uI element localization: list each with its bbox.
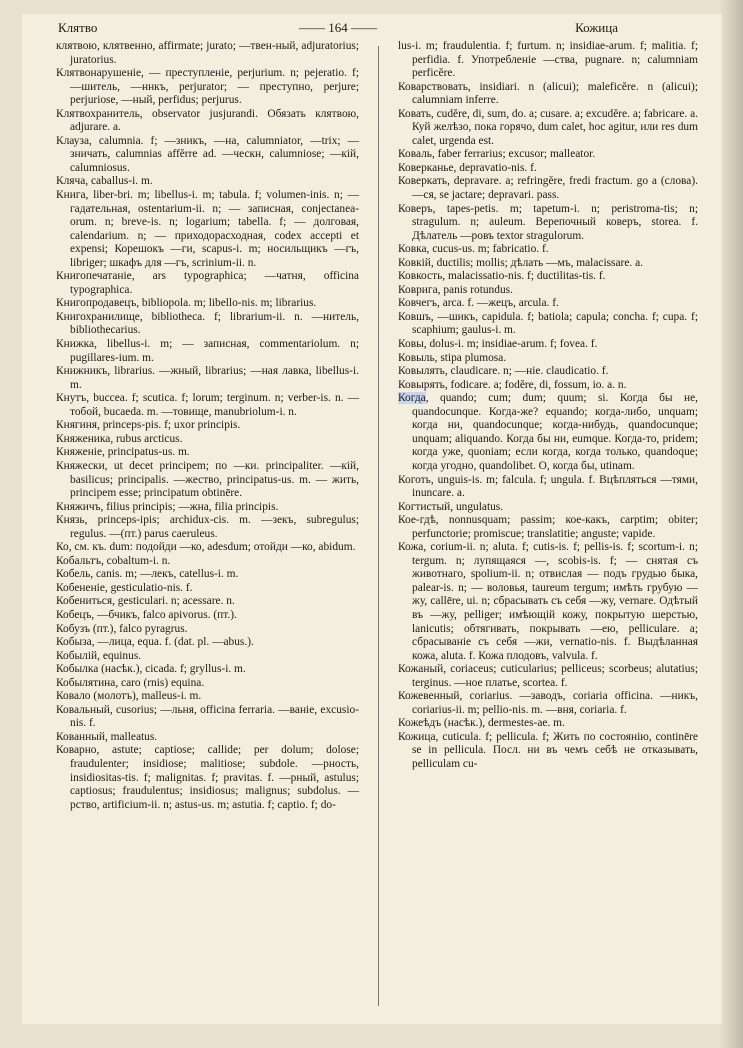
- column-divider: [378, 46, 379, 1006]
- dictionary-entry: lus-i. m; fraudulentia. f; furtum. n; insidiae-arum. f; malitia. f; perfidia. f. Употребленіе —ства, pugnare. n; calumniam perficĕre.: [398, 40, 698, 80]
- dictionary-entry: Ковырять, fodicare. a; fodĕre, di, fossum, io. a. n.: [398, 378, 627, 391]
- dictionary-entry: Ковальный, cusorius; —льня, officina ferraria. —ваніе, excusio-nis. f.: [56, 703, 359, 730]
- dictionary-entry: Книжникъ, librarius. —жный, librarius; —ная лавка, libellus-i. m.: [56, 365, 359, 391]
- dictionary-entry: Ковыль, stipa plumosa.: [398, 351, 507, 364]
- dictionary-entry: Княгиня, princeps-pis. f; uxor principis.: [56, 419, 241, 432]
- dictionary-entry: Кобальтъ, cobaltum-i. n.: [56, 554, 171, 567]
- dictionary-entry: Княженика, rubus arcticus.: [56, 432, 183, 445]
- dictionary-entry: Кобецъ, —бчикъ, falco apivorus. (пт.).: [56, 608, 237, 621]
- dictionary-entry: Кожа, corium-ii. n; aluta. f; cutis-is. f; pellis-is. f; scortum-i. n; tergum. n; лупящаяся —, scobis-is. f; — снятая съ животнаго, spolium-ii. n; отвислая — подъ грудью быка, palear-is. n; — воловья, taureum tergum; имѣть грубую —жу, callēre, ui. n; сбрасывать съ себя —жу, vernare. Одѣтый въ —жу, pelliger; имѣющій кожу, покрытую шерстью, lanicutis; обтягивать, покрывать —ею, pellicularе. a; сбрасываніе съ себя —жи, vernatio-nis. f. Выдѣланная кожа, aluta. f. Кожа плодовъ, valvula. f.: [398, 541, 698, 662]
- dictionary-entry: Коверкать, depravare. a; refringĕre, fredi fractum. go a (слова). —ся, se jactare; depravari. pass.: [398, 175, 698, 202]
- dictionary-entry: Кобылка (насѣк.), cicada. f; gryllus-i. m.: [56, 663, 246, 676]
- dictionary-entry: Ковылять, claudicare. n; —ніе. claudicatio. f.: [398, 365, 609, 378]
- dictionary-entry: Клятвохранитель, observator jusjurandi. Обязать клятвою, adjurare. a.: [56, 107, 359, 134]
- dictionary-entry: Кобылій, equinus.: [56, 649, 142, 662]
- dictionary-entry: Книгопечатаніе, ars typographica; —чатня, officina typographica.: [56, 270, 359, 296]
- dictionary-entry: Кобель, canis. m; —лекъ, catellus-i. m.: [56, 568, 239, 581]
- dictionary-entry: Кляча, caballus-i. m.: [56, 175, 153, 188]
- dictionary-entry: Кобененіе, gesticulatio-nis. f.: [56, 581, 193, 594]
- dictionary-entry: Коверканье, depravatio-nis. f.: [398, 161, 537, 174]
- dictionary-entry: Кобыза, —лица, equa. f. (dat. pl. —abus.).: [56, 636, 254, 649]
- dictionary-entry: Ко, см. къ. dum: подойди —ко, adesdum; отойди —ко, abidum.: [56, 541, 356, 554]
- dictionary-entry: Когда, quando; cum; dum; quum; si. Когда бы не, quandocunque. Когда-же? equando; когда-либо, unquam; когда ни, quandocunque; когда-нибудь, quandocunque; unquam; aliquando. Когда бы ни, eumque. Когда-то, pridem; когда уже, quoniam; если когда, когда только, quandoque; когда угодно, quandolibet. О, когда бы, utinam.: [398, 392, 698, 472]
- dictionary-entry: Кожевенный, coriarius. —заводъ, coriaria officina. —никъ, coriarius-ii. m; pellio-nis. m. —вня, coriaria. f.: [398, 690, 698, 716]
- dictionary-entry: Книгопродавецъ, bibliopola. m; libello-nis. m; librarius.: [56, 297, 317, 310]
- dictionary-entry: Княжески, ut decet principem; по —ки. principaliter. —кій, basilicus; principalis. —жество, principatus-us. m. — жить, principem esse; principatum obtinēre.: [56, 459, 359, 500]
- dictionary-entry: Клятвонарушеніе, — преступленіе, perjurium. n; pejeratio. f; —шитель, —ннкъ, perjurator; — преступно, perjure; perjuriose, —ный, perfidus; perjurus.: [56, 67, 359, 107]
- dictionary-entry: Ковка, cucus-us. m; fabricatio. f.: [398, 243, 549, 256]
- dictionary-entry: Книга, liber-bri. m; libellus-i. m; tabula. f; volumen-inis. n; — гадательная, ostentarium-ii. n; — записная, conjectanea-orum. n; breve-is. n; logarium; tabella. f; — долговая, calendarium. n; — приходорасходная, codex accepti et expensi; Корешокъ —ги, scapus-i. m; носильщикъ —гъ, libriger; шкафъ для —гъ, scrinium-ii. n.: [56, 189, 359, 269]
- dictionary-entry: Книгохранилище, bibliotheca. f; librarium-ii. n. —нитель, bibliothecarius.: [56, 310, 359, 337]
- dictionary-entry: Кожаный, coriaceus; cuticularius; pelliceus; scorbeus; alutatius; terginus. —ное платье, scortea. f.: [398, 663, 698, 689]
- dictionary-entry: Кобузъ (пт.), falco pyragrus.: [56, 622, 188, 635]
- dictionary-entry: Книжка, libellus-i. m; — записная, commentariolum. n; pugillares-ium. m.: [56, 338, 359, 364]
- header-right-guide-word: Кожица: [575, 20, 618, 35]
- dictionary-entry: Коварствовать, insidiari. n (alicui); maleficĕre. n (alicui); calumniam inferre.: [398, 80, 698, 107]
- page-number: —— 164 ——: [299, 20, 377, 35]
- dictionary-entry: Кобениться, gesticulari. n; acessare. n.: [56, 595, 235, 608]
- dictionary-entry: Кнутъ, buccea. f; scutica. f; lorum; terginum. n; verber-is. n. —тобой, bucaeda. m. —товище, manubriolum-i. n.: [56, 392, 359, 418]
- dictionary-entry: Кобылятина, caro (rnis) equina.: [56, 676, 205, 689]
- dictionary-entry: Кожица, cuticula. f; pellicula. f; Жить по состоянію, continēre se in pellicula. Посл. ни въ чемъ себѣ не отказывать, pelliculam cu-: [398, 730, 698, 770]
- dictionary-entry: Коготь, unguis-is. m; falcula. f; ungula. f. Вцѣпляться —тями, inuncare. a.: [398, 473, 698, 500]
- dictionary-entry: Когтистый, ungulatus.: [398, 500, 504, 513]
- dictionary-entry: клятвою, клятвенно, affirmate; jurato; —твен-ный, adjuratorius; juratorius.: [56, 40, 359, 66]
- dictionary-entry: Ковы, dolus-i. m; insidiae-arum. f; fovea. f.: [398, 338, 598, 351]
- dictionary-entry: Княжичъ, filius principis; —жна, filia principis.: [56, 500, 279, 513]
- page-edge-shadow: [719, 0, 743, 1048]
- dictionary-entry: Ковкость, malacissatio-nis. f; ductilitas-tis. f.: [398, 270, 606, 283]
- page-header: [58, 14, 618, 36]
- dictionary-entry: Клауза, calumnia. f; —зникъ, —на, calumniator, —trix; —зничать, calumnias affĕrre ad. —ческн, calumniose; —кій, calumniosus.: [56, 134, 359, 174]
- dictionary-entry: Коверъ, tapes-petis. m; tapetum-i. n; peristroma-tis; n; stragulum. n; auleum. Верепочный коверъ, storea. f. Дѣлатель —ровъ textor stragulorum.: [398, 202, 698, 242]
- header-left-guide-word: Клятво: [58, 20, 98, 35]
- dictionary-entry: Ковало (молотъ), malleus-i. m.: [56, 690, 202, 703]
- highlighted-headword: Когда: [398, 392, 426, 405]
- dictionary-entry: Княженіе, principatus-us. m.: [56, 446, 190, 459]
- dictionary-entry: Ковкій, ductilis; mollis; дѣлать —мъ, malacissare. a.: [398, 256, 643, 269]
- left-column: [56, 40, 359, 812]
- dictionary-entry: Кованный, malleatus.: [56, 730, 158, 743]
- dictionary-entry: Ковать, cudĕre, di, sum, do. a; cusare. a; excudĕre. a; fabricare. a. Куй желѣзо, пока горячо, dum calet, hoc agitur, или res dum calet, urgenda est.: [398, 107, 698, 147]
- dictionary-entry: Кое-гдѣ, nonnusquam; passim; кое-какъ, carptim; obiter; perfunctorie; promiscue; translatitie; anguste; vapide.: [398, 514, 698, 540]
- dictionary-entry: Коврига, panis rotundus.: [398, 283, 513, 296]
- dictionary-entry: Коварно, astute; captiose; callide; per dolum; dolose; fraudulenter; insidiose; malitiose; subdole. —рность, insidiositas-tis. f; malignitas. f; pravitas. f. —рный, astulus; captiosus; fraudulentus; insidiosus; malignus; subdolus. —рство, artificium-ii. n; astus-us. m; astutia. f; captio. f; do-: [56, 744, 359, 811]
- right-column: [398, 40, 698, 772]
- dictionary-entry: Коваль, faber ferrarius; excusor; malleator.: [398, 148, 596, 161]
- dictionary-entry: Князь, princeps-ipis; archidux-cis. m. —зекъ, subregulus; regulus. —(пт.) parus caeruleus.: [56, 514, 359, 540]
- dictionary-entry: Ковшъ, —шикъ, capidula. f; batiola; capula; concha. f; cupa. f; scaphium; gaulus-i. m.: [398, 310, 698, 337]
- dictionary-entry: Ковчегъ, arca. f. —жецъ, arcula. f.: [398, 297, 559, 310]
- dictionary-entry: Кожеѣдъ (насѣк.), dermestes-ae. m.: [398, 717, 565, 730]
